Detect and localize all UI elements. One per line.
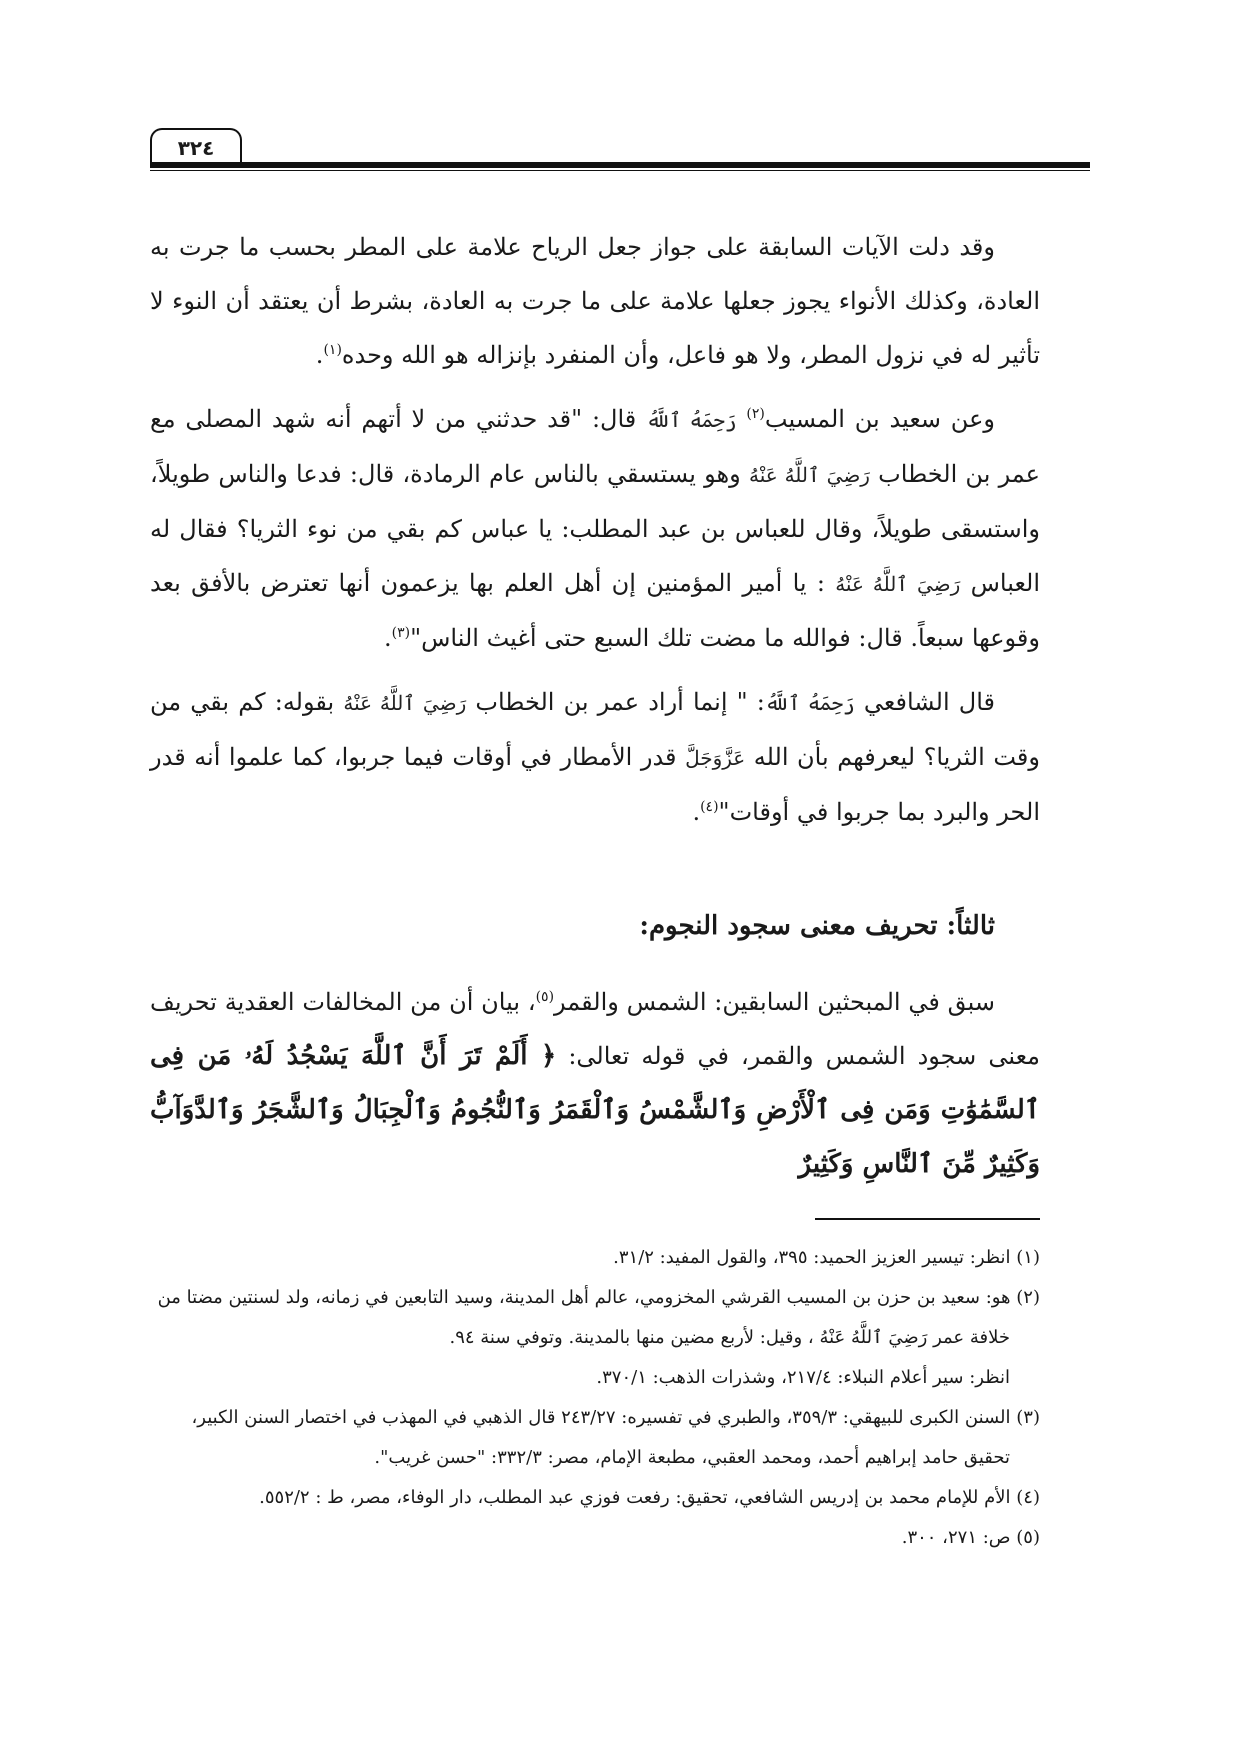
paragraph-2-text-a: وعن سعيد بن المسيب (764, 405, 995, 433)
honorific-radiyallahu-anhu: رَضِيَ ٱللَّهُ عَنْهُ (835, 572, 961, 596)
footnote-ref-1[interactable]: (١) (323, 342, 342, 358)
page-number: ٣٢٤ (177, 136, 215, 160)
footnote-rule (815, 1218, 1040, 1220)
paragraph-2-end: . (383, 624, 392, 652)
paragraph-3-text-d: قدر الأمطار في أوقات فيما جربوا، كما علموا أنه قدر الحر والبرد بما جربوا في أوقات" (150, 743, 1040, 826)
footnote-2-sources: انظر: سير أعلام النبلاء: ٢١٧/٤، وشذرات الذهب: ٣٧٠/١. (596, 1367, 1010, 1388)
footnote-1: (١) انظر: تيسير العزيز الحميد: ٣٩٥، والقول المفيد: ٣١/٢. (613, 1247, 1040, 1268)
paragraph-1-text: وقد دلت الآيات السابقة على جواز جعل الرياح علامة على المطر بحسب ما جرت به العادة، وكذلك الأنواء يجوز جعلها علامة على ما جرت به العادة، بشرط أن يعتقد أن النوء لا تأثير له في نزول المطر، ولا هو فاعل، وأن المنفرد بإنزاله هو الله وحده (150, 233, 1040, 369)
honorific-rahimahullah: رَحِمَهُ ٱللَّهُ (646, 408, 737, 432)
quran-verse: ﴿ أَلَمْ تَرَ أَنَّ ٱللَّهَ يَسْجُدُ لَهُۥ مَن فِى ٱلسَّمَٰوَٰتِ وَمَن فِى ٱلْأَرْضِ وَٱلشَّمْسُ وَٱلْقَمَرُ وَٱلنُّجُومُ وَٱلْجِبَالُ وَٱلشَّجَرُ وَٱلدَّوَآبُّ وَكَثِيرٌ مِّنَ ٱلنَّاسِ وَكَثِيرٌ (150, 1041, 1040, 1179)
footnote-3: (٣) السنن الكبرى للبيهقي: ٣٥٩/٣، والطبري في تفسيره: ٢٤٣/٢٧ قال الذهبي في المهذب في اختصار السنن الكبير، (191, 1407, 1040, 1428)
paragraph-2 (150, 392, 1040, 665)
header-rule (150, 162, 1090, 168)
paragraph-3-text-b: : " إنما أراد عمر بن الخطاب (475, 688, 765, 716)
footnote-ref-3[interactable]: (٣) (391, 625, 411, 641)
paragraph-2-text-c: وهو يستسقي بالناس عام الرمادة، قال: فدعا والناس طويلاً، واستسقى طويلاً، وقال للعباس بن عبد المطلب: يا عباس كم بقي من نوء الثريا؟ فقال له العباس (150, 460, 1041, 597)
paragraph-4-text-a: سبق في المبحثين السابقين: الشمس والقمر (554, 988, 995, 1016)
paragraph-3-text-a: قال الشافعي (863, 688, 996, 716)
paragraph-2-text-d: : يا أمير المؤمنين إن أهل العلم بها يزعمون أنها تعترض بالأفق بعد وقوعها سبعاً. قال: فوالله ما مضت تلك السبع حتى أغيث الناس" (150, 569, 1040, 652)
footnotes (150, 1238, 1040, 1558)
page-number-box (150, 128, 242, 166)
paragraph-4 (150, 975, 1040, 1191)
paragraph-2-text-b: قال: "قد حدثني من لا أتهم أنه شهد المصلى مع عمر بن الخطاب (150, 405, 1041, 488)
footnote-ref-5[interactable]: (٥) (535, 989, 555, 1005)
section-heading: ثالثاً: تحريف معنى سجود النجوم: (639, 911, 995, 941)
header-rule-thin (150, 170, 1090, 171)
honorific-radiyallahu-anhu: رَضِيَ ٱللَّهُ عَنْهُ (343, 691, 467, 715)
footnote-3-continued: تحقيق حامد إبراهيم أحمد، ومحمد العقبي، مطبعة الإمام، مصر: ٣٣٢/٣: "حسن غريب". (374, 1447, 1010, 1468)
honorific-rahimahullah: رَحِمَهُ ٱللَّهُ (764, 691, 855, 715)
footnote-4: (٤) الأم للإمام محمد بن إدريس الشافعي، تحقيق: رفعت فوزي عبد المطلب، دار الوفاء، مصر، ط : ٥٥٢/٢. (259, 1487, 1040, 1508)
honorific-radiyallahu-anhu: رَضِيَ ٱللَّهُ عَنْهُ (748, 463, 870, 487)
footnote-2-continued: خلافة عمر رَضِيَ ٱللَّهُ عَنْهُ ، وقيل: لأربع مضين منها بالمدينة. وتوفي سنة ٩٤. (449, 1327, 1010, 1348)
footnote-ref-4[interactable]: (٤) (700, 799, 719, 815)
honorific-azza-wajal: عَزَّوَجَلَّ (685, 746, 746, 770)
body-text (150, 220, 1040, 1201)
footnote-2: (٢) هو: سعيد بن حزن بن المسيب القرشي المخزومي، عالم أهل المدينة، وسيد التابعين في زمانه، ولد لسنتين مضتا من (157, 1287, 1040, 1308)
paragraph-1 (150, 220, 1040, 382)
paragraph-4-text-b: ، بيان أن من المخالفات العقدية تحريف معنى سجود الشمس والقمر، في قوله تعالى: (150, 988, 1041, 1070)
paragraph-3 (150, 675, 1040, 839)
paragraph-3-text-c: بقوله: كم بقي من وقت الثريا؟ ليعرفهم بأن الله (150, 688, 1040, 771)
footnote-5: (٥) ص: ٢٧١، ٣٠٠. (901, 1527, 1040, 1548)
paragraph-1-end: . (315, 341, 324, 369)
footnote-ref-2[interactable]: (٢) (746, 406, 765, 422)
paragraph-3-end: . (692, 798, 701, 826)
